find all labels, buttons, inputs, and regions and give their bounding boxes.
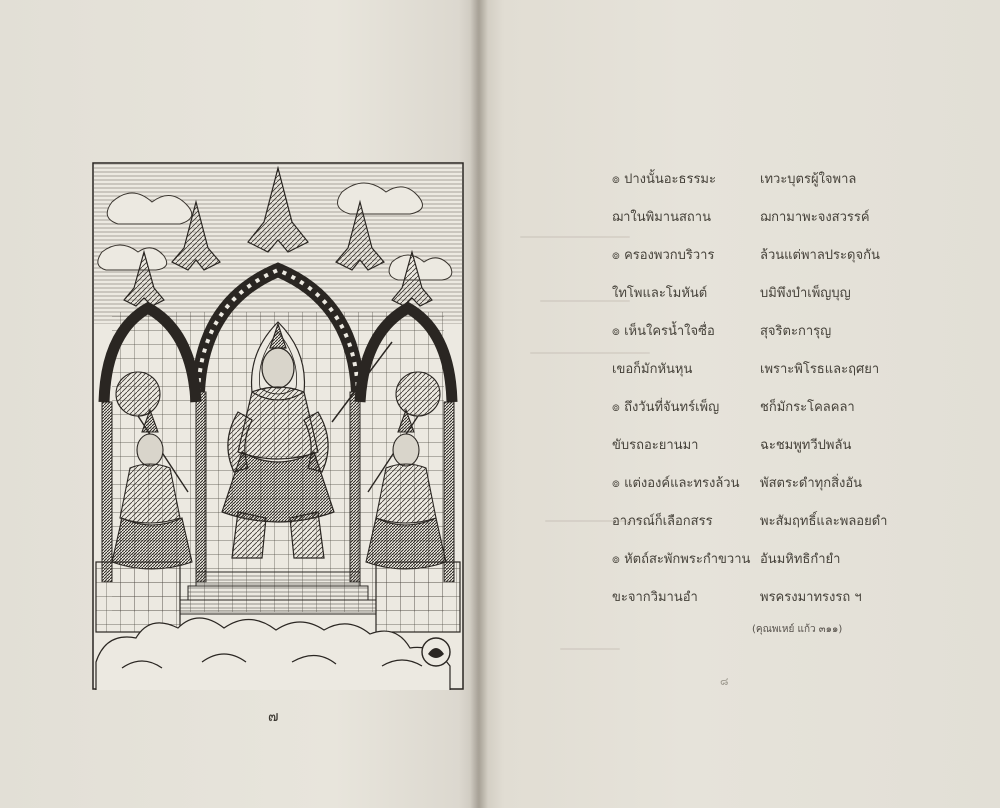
- right-page-number: ๘: [720, 675, 729, 688]
- verse-first-half: ๏ หัตถ์สะพักพระกำขวาน: [612, 552, 751, 567]
- verse-first-half: ๏ ครองพวกบริวาร: [612, 248, 715, 263]
- verse-first-half: ขะจากวิมานอำ: [612, 590, 698, 605]
- left-page-number: ๗: [268, 709, 279, 725]
- verse-first-half: ขับรถอะยานมา: [612, 438, 699, 453]
- right-page: [478, 0, 1000, 808]
- verse-second-half: พะสัมฤทธิ์และพลอยดำ: [760, 514, 888, 529]
- verse-second-half: อันมหิทธิกำยำ: [760, 552, 841, 567]
- bleed-through-mark: [520, 236, 630, 238]
- verse-second-half: พรครงมาทรงรถ ฯ: [760, 590, 862, 605]
- verse-first-half: เขอก็มักหันหุน: [612, 362, 693, 377]
- book-gutter: [470, 0, 488, 808]
- verse-first-half: ๏ ปางนั้นอะธรรมะ: [612, 172, 716, 187]
- bleed-through-mark: [560, 648, 620, 650]
- verse-second-half: ฉะชมพูทวีปพลัน: [760, 438, 852, 453]
- verse-first-half: ฌาในพิมานสถาน: [612, 210, 711, 225]
- verse-second-half: ล้วนแต่พาลประดุจกัน: [760, 248, 880, 263]
- verse-second-half: สุจริตะการุญ: [760, 324, 832, 339]
- verse-second-half: เทวะบุตรผู้ใจพาล: [760, 172, 857, 187]
- deity-throne-illustration: [92, 162, 464, 690]
- verse-first-half: ๏ แต่งองค์และทรงล้วน: [612, 476, 740, 491]
- verse-attribution: (คุณพเหย์ แก้ว ๓๑๑): [752, 624, 843, 635]
- verse-second-half: ชก็มักระโคลคลา: [760, 400, 855, 415]
- verse-first-half: ๏ ถึงวันที่จันทร์เพ็ญ: [612, 400, 720, 415]
- verse-first-half: ใทโพและโมหันต์: [612, 286, 708, 301]
- verse-second-half: ฌกามาพะจงสวรรค์: [760, 210, 870, 225]
- verse-second-half: บมิพึงบำเพ็ญบุญ: [760, 286, 851, 301]
- verse-first-half: ๏ เห็นใครน้ำใจซื่อ: [612, 324, 715, 339]
- verse-first-half: อาภรณ์ก็เลือกสรร: [612, 514, 713, 529]
- bleed-through-mark: [530, 352, 650, 354]
- verse-second-half: เพราะพิโรธและฤศยา: [760, 362, 880, 377]
- verse-second-half: พัสตระดำทุกสิ่งอัน: [760, 476, 863, 491]
